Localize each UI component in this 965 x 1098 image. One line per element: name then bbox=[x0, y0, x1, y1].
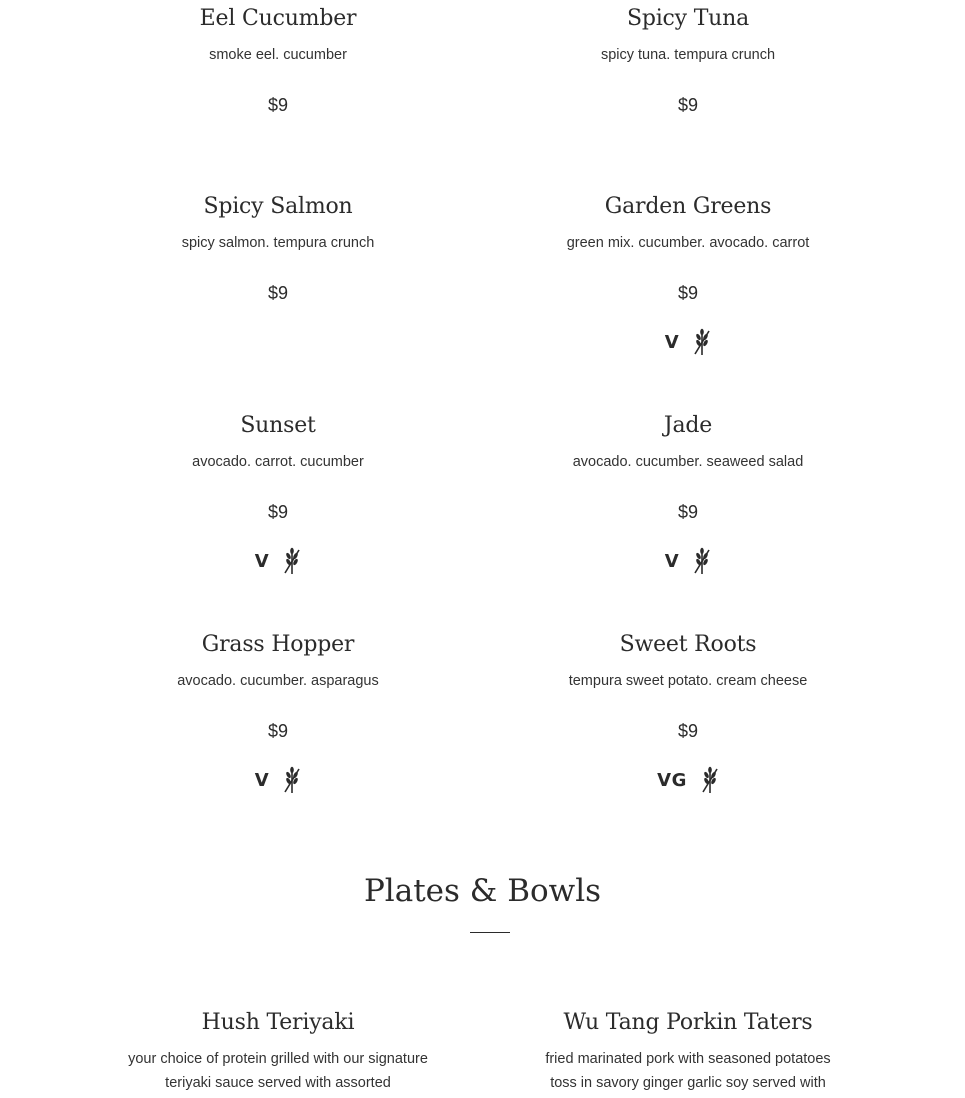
item-price: $9 bbox=[677, 95, 699, 115]
vegetarian-badge: V bbox=[664, 550, 680, 572]
item-name: Sunset bbox=[240, 413, 316, 438]
menu-item-sweet-roots bbox=[478, 630, 898, 795]
dietary-tags bbox=[68, 546, 488, 576]
menu-item-garden-greens bbox=[478, 192, 898, 357]
item-description: spicy tuna. tempura crunch bbox=[600, 47, 776, 63]
item-price: $9 bbox=[267, 721, 289, 741]
vegetarian-badge: V bbox=[254, 550, 270, 572]
item-description: avocado. carrot. cucumber bbox=[192, 454, 364, 470]
item-name: Eel Cucumber bbox=[199, 6, 357, 31]
menu-item-spicy-tuna bbox=[478, 4, 898, 117]
item-description: avocado. cucumber. seaweed salad bbox=[572, 454, 804, 470]
item-price: $9 bbox=[677, 283, 699, 303]
vegetarian-badge: V bbox=[664, 331, 680, 353]
item-description: tempura sweet potato. cream cheese bbox=[568, 673, 808, 689]
dietary-tags bbox=[68, 765, 488, 795]
gluten-free-icon bbox=[701, 766, 719, 794]
menu-item-spicy-salmon bbox=[68, 192, 488, 305]
gluten-free-icon bbox=[283, 547, 301, 575]
item-description: fried marinated pork with seasoned potatoes toss in savory ginger garlic soy served with bbox=[545, 1051, 831, 1091]
item-price: $9 bbox=[677, 721, 699, 741]
section-divider bbox=[470, 932, 510, 933]
item-name: Jade bbox=[663, 413, 713, 438]
gluten-free-icon bbox=[693, 547, 711, 575]
section-title: Plates & Bowls bbox=[363, 873, 602, 909]
dietary-tags bbox=[478, 546, 898, 576]
gluten-free-icon bbox=[693, 328, 711, 356]
menu-item-eel-cucumber bbox=[68, 4, 488, 117]
menu-item-hush-teriyaki bbox=[68, 1008, 488, 1095]
item-description: smoke eel. cucumber bbox=[209, 47, 347, 63]
dietary-tags bbox=[478, 765, 898, 795]
item-name: Grass Hopper bbox=[201, 632, 355, 657]
item-description: avocado. cucumber. asparagus bbox=[177, 673, 379, 689]
dietary-tags bbox=[478, 327, 898, 357]
item-name: Spicy Salmon bbox=[203, 194, 353, 219]
menu-item-jade bbox=[478, 411, 898, 576]
item-price: $9 bbox=[677, 502, 699, 522]
item-name: Garden Greens bbox=[604, 194, 772, 219]
menu-item-grass-hopper bbox=[68, 630, 488, 795]
gluten-free-icon bbox=[283, 766, 301, 794]
menu-item-sunset bbox=[68, 411, 488, 576]
item-name: Spicy Tuna bbox=[626, 6, 750, 31]
item-description: your choice of protein grilled with our signature teriyaki sauce served with assorted bbox=[128, 1051, 428, 1091]
item-description: spicy salmon. tempura crunch bbox=[181, 235, 375, 251]
vegetarian-badge: V bbox=[254, 769, 270, 791]
menu-item-wu-tang-porkin-taters bbox=[478, 1008, 898, 1095]
item-name: Sweet Roots bbox=[619, 632, 757, 657]
item-name: Wu Tang Porkin Taters bbox=[563, 1010, 813, 1035]
item-price: $9 bbox=[267, 95, 289, 115]
item-name: Hush Teriyaki bbox=[201, 1010, 355, 1035]
vegan-badge: VG bbox=[657, 769, 687, 791]
item-price: $9 bbox=[267, 502, 289, 522]
item-description: green mix. cucumber. avocado. carrot bbox=[566, 235, 810, 251]
item-price: $9 bbox=[267, 283, 289, 303]
